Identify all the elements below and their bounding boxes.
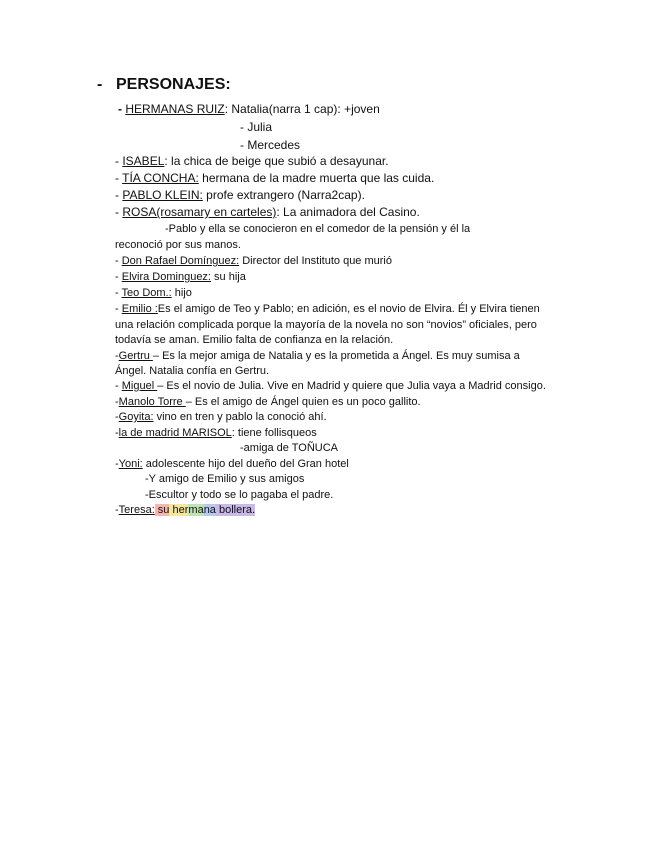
character-description: : tiene follisqueos (231, 427, 317, 439)
entry-bullet: - (115, 396, 119, 408)
character-name: Emilio : (121, 303, 158, 315)
character-description: – Es la mejor amiga de Natalia y es la prometida a Ángel. Es muy sumisa a (152, 350, 520, 362)
character-name: TÍA CONCHA: (122, 171, 199, 185)
character-description: Director del Instituto que murió (239, 255, 392, 267)
character-name: ISABEL (122, 154, 165, 168)
entry-bullet: - (115, 154, 123, 168)
entry-hermanas-ruiz (118, 102, 380, 117)
rainbow-highlight-segment: su (154, 504, 170, 516)
entry-bullet: - (115, 205, 123, 219)
character-name: la de madrid MARISOL (118, 427, 232, 439)
character-name: ROSA(rosamary en carteles) (122, 205, 277, 219)
character-name: Yoni: (118, 458, 143, 470)
emilio-description-line-2: una relación complicada porque la mayoría de la novela no son “novios” oficiales, pero (115, 319, 537, 331)
character-description: : la chica de beige que subió a desayunar. (164, 154, 389, 168)
heading-title: PERSONAJES: (116, 76, 231, 93)
entry-emilio (115, 302, 540, 317)
character-description: hermana de la madre muerta que las cuida. (198, 171, 435, 185)
entry-rosa (115, 205, 420, 220)
entry-yoni (115, 457, 349, 472)
character-name: PABLO KLEIN: (122, 188, 203, 202)
entry-manolo-torre (115, 395, 421, 410)
entry-miguel (115, 379, 546, 394)
character-description: – Es el amigo de Ángel quien es un poco gallito. (185, 396, 421, 408)
character-name: Teo Dom.: (121, 287, 172, 299)
rainbow-highlight-segment: her (169, 504, 189, 516)
character-name: Goyita: (118, 411, 154, 423)
entry-teresa (115, 503, 255, 518)
entry-bullet: - (115, 271, 122, 283)
entry-marisol (115, 426, 317, 441)
entry-gertru (115, 349, 520, 364)
entry-bullet: - (115, 380, 122, 392)
character-description: profe extrangero (Narra2cap). (202, 188, 365, 202)
character-name: Miguel (121, 380, 158, 392)
entry-bullet: - (115, 188, 123, 202)
character-name: Manolo Torre (118, 396, 186, 408)
section-heading (97, 76, 231, 94)
entry-bullet: - (115, 411, 119, 423)
character-description: hijo (171, 287, 192, 299)
marisol-sub-note: -amiga de TOÑUCA (240, 442, 339, 454)
entry-bullet: - (115, 504, 119, 516)
character-name: Teresa: (118, 504, 155, 516)
rosa-note-line-1: -Pablo y ella se conocieron en el comedor de la pensión y él la (165, 223, 471, 235)
character-description: : La animadora del Casino. (276, 205, 420, 219)
rainbow-highlight-segment: bollera. (215, 504, 256, 516)
entry-bullet: - (115, 458, 119, 470)
character-description: Es el amigo de Teo y Pablo; en adición, es el novio de Elvira. Él y Elvira tienen (157, 303, 540, 315)
character-name: Elvira Dominguez: (121, 271, 211, 283)
character-description: vino en tren y pablo la conoció ahí. (153, 411, 327, 423)
gertru-description-line-2: Ángel. Natalia confía en Gertru. (115, 365, 270, 377)
rosa-note-line-2: reconoció por sus manos. (115, 239, 241, 251)
entry-bullet: - (118, 102, 126, 116)
character-description: – Es el novio de Julia. Vive en Madrid y quiere que Julia vaya a Madrid consigo. (157, 380, 546, 392)
entry-isabel (115, 154, 389, 169)
emilio-description-line-3: todavía se aman. Emilio falta de confianza en la relación. (115, 334, 394, 346)
yoni-sub-note-2: -Escultor y todo se lo pagaba el padre. (145, 489, 334, 501)
entry-goyita (115, 410, 327, 425)
entry-bullet: - (115, 303, 122, 315)
entry-bullet: - (115, 287, 122, 299)
entry-rafael-dominguez (115, 254, 392, 269)
rainbow-highlight-segment: na (203, 504, 216, 516)
entry-elvira-dominguez (115, 270, 246, 285)
sub-entry-julia: - Julia (240, 120, 273, 134)
sub-entry-mercedes: - Mercedes (240, 138, 301, 152)
entry-bullet: - (115, 171, 123, 185)
character-name: Gertru (118, 350, 153, 362)
character-description: su hija (211, 271, 246, 283)
entry-tia-concha (115, 171, 434, 186)
entry-bullet: - (115, 255, 122, 267)
heading-bullet: - (97, 76, 103, 93)
yoni-sub-note-1: -Y amigo de Emilio y sus amigos (145, 473, 305, 485)
entry-teo (115, 286, 192, 301)
rainbow-highlight-segment: ma (188, 504, 204, 516)
entry-bullet: - (115, 350, 119, 362)
entry-pablo-klein (115, 188, 365, 203)
character-name: Don Rafael Domínguez: (121, 255, 240, 267)
character-description: : Natalia(narra 1 cap): +joven (224, 102, 380, 116)
character-name: HERMANAS RUIZ (125, 102, 225, 116)
entry-bullet: - (115, 427, 119, 439)
character-description: adolescente hijo del dueño del Gran hotel (142, 458, 349, 470)
